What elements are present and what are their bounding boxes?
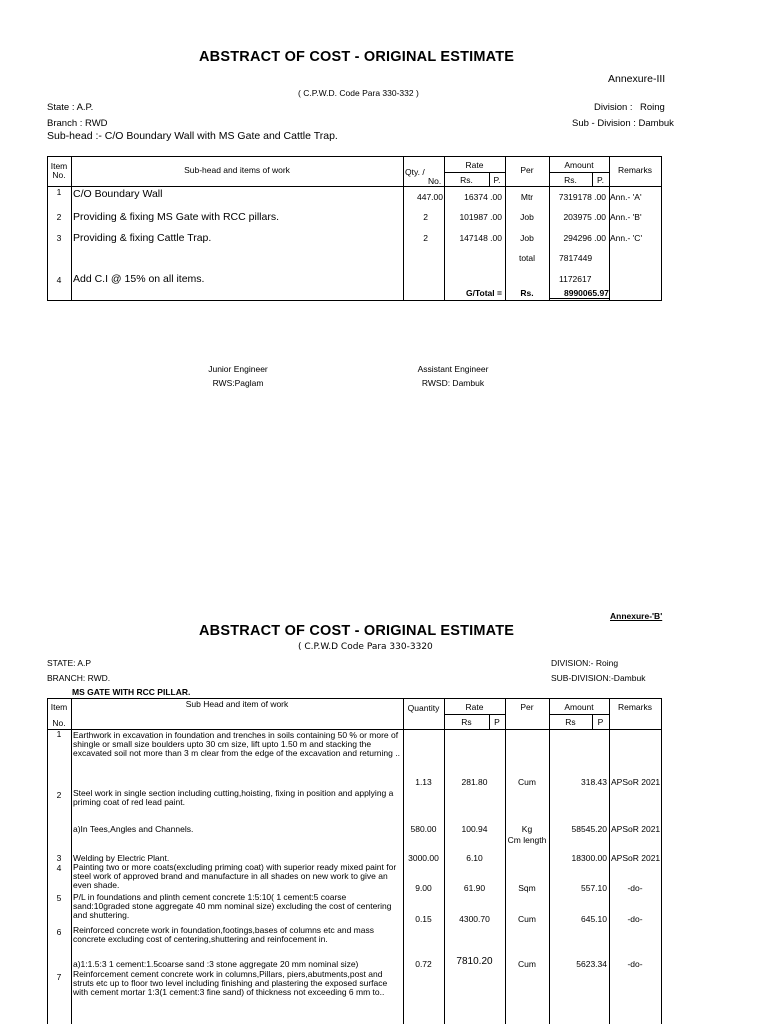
row-item: Welding by Electric Plant. xyxy=(73,853,170,863)
row-no: 2 xyxy=(56,212,62,222)
row-qty: 2 xyxy=(423,233,428,243)
header-item: Item xyxy=(50,161,68,171)
subhead-label: MS GATE WITH RCC PILLAR. xyxy=(72,687,191,697)
row-item: Providing & fixing Cattle Trap. xyxy=(73,232,212,244)
header-remarks: Remarks xyxy=(617,165,652,175)
row-per: Job xyxy=(520,233,534,243)
row-no: 4 xyxy=(56,863,62,873)
row-amount: 294296 .00 xyxy=(563,233,606,243)
division-label: DIVISION:- Roing xyxy=(551,658,619,668)
row-no: 7 xyxy=(56,972,62,982)
row-no: 3 xyxy=(56,233,62,243)
annexure-label: Annexure-III xyxy=(608,73,666,85)
row-per-extra: Cm length xyxy=(507,835,547,845)
row-item: Providing & fixing MS Gate with RCC pillars. xyxy=(73,211,279,223)
header-qty-no: No. xyxy=(428,176,442,186)
row-item: P/L in foundations and plinth cement concrete 1:5:10( 1 cement:5 coarse sand:10graded stone aggregate 40 mm nominal size) excluding the cost of centering and shuttering. xyxy=(73,892,392,920)
row-item: Reinforcement cement concrete work in columns,Pillars, piers,abutments,post and struts etc up to floor two level including finishing and plastering the exposed surface with cement mortar 1:3(1 cement:3 fine sand) of thickness not exceeding 6 mm to.. xyxy=(73,969,388,997)
row-rate: 16374 .00 xyxy=(464,192,502,202)
header-rate: Rate xyxy=(465,160,484,170)
row-remarks: -do- xyxy=(627,914,643,924)
row-amount: 557.10 xyxy=(581,883,607,893)
state-label: STATE: A.P xyxy=(47,658,92,668)
row-rate: 147148 .00 xyxy=(459,233,502,243)
row-no: 4 xyxy=(56,275,62,285)
signature-place: RWS:Paglam xyxy=(212,378,264,388)
total-label: total xyxy=(518,253,536,263)
row-per: Mtr xyxy=(520,192,534,202)
subdivision-label: Sub - Division : Dambuk xyxy=(572,118,674,129)
row-per: Cum xyxy=(518,777,536,787)
row-item: Painting two or more coats(excluding priming coat) with superior ready mixed paint for steel work of approved brand and manufacture in all shades on new work to give an even shade. xyxy=(73,862,397,890)
grand-total-value: 8990065.97 xyxy=(564,288,609,298)
row-remarks: APSoR 2021 xyxy=(611,777,661,787)
row-qty: 0.72 xyxy=(415,959,432,969)
row-item: Steel work in single section including cutting,hoisting, fixing in position and applying a priming coat of red lead paint. xyxy=(73,788,394,807)
header-per: Per xyxy=(520,165,534,175)
row-amount: 58545.20 xyxy=(571,824,607,834)
row-amount: 203975 .00 xyxy=(563,212,606,222)
row-no: 3 xyxy=(56,853,62,863)
signature-title: Junior Engineer xyxy=(208,364,268,374)
row-qty: 580.00 xyxy=(410,824,437,834)
row-no: 2 xyxy=(56,790,62,800)
grand-total-label: G/Total = xyxy=(466,288,502,298)
branch-label: BRANCH: RWD. xyxy=(47,673,111,683)
row-qty: 3000.00 xyxy=(408,853,439,863)
header-item-no: No. xyxy=(52,170,66,180)
division-label: Division : xyxy=(594,102,633,113)
row-remarks: APSoR 2021 xyxy=(611,853,661,863)
row-item: C/O Boundary Wall xyxy=(73,188,163,200)
row-amount: 318.43 xyxy=(581,777,607,787)
row-no: 5 xyxy=(56,893,62,903)
header-amount: Amount xyxy=(564,160,594,170)
annexure-label: Annexure-'B' xyxy=(610,611,663,621)
header-rate: Rate xyxy=(465,702,484,712)
code-para: ( C.P.W.D. Code Para 330-332 ) xyxy=(298,88,419,98)
row-no: 1 xyxy=(56,187,62,197)
page-title: ABSTRACT OF COST - ORIGINAL ESTIMATE xyxy=(199,49,515,65)
row-amount: 1172617 xyxy=(559,274,592,284)
row-rate: 61.90 xyxy=(463,883,486,893)
row-per: Cum xyxy=(518,914,536,924)
division-value: Roing xyxy=(640,102,665,113)
header-amount-rs: Rs. xyxy=(564,175,577,185)
subhead-label: Sub-head :- C/O Boundary Wall with MS Gate and Cattle Trap. xyxy=(47,130,338,142)
branch-label: Branch : RWD xyxy=(47,118,108,129)
row-amount: 645.10 xyxy=(581,914,607,924)
row-per: Job xyxy=(520,212,534,222)
signature-place: RWSD: Dambuk xyxy=(421,378,485,388)
header-rate-rs: Rs xyxy=(461,717,472,727)
row-remarks: APSoR 2021 xyxy=(611,824,661,834)
total-value: 7817449 xyxy=(559,253,593,263)
row-qty: 0.15 xyxy=(415,914,432,924)
row-item-sub: a)1:1.5:3 1 cement:1.5coarse sand :3 stone aggregate 20 mm nominal size) xyxy=(73,959,359,969)
row-per: Kg xyxy=(521,824,533,834)
state-label: State : A.P. xyxy=(47,102,94,113)
row-qty: 9.00 xyxy=(415,883,432,893)
row-qty: 2 xyxy=(423,212,428,222)
header-qty: Qty. / xyxy=(405,167,425,177)
header-rate-p: P. xyxy=(493,175,501,185)
row-per: Cum xyxy=(518,959,536,969)
grand-total-rs: Rs. xyxy=(520,288,534,298)
header-remarks: Remarks xyxy=(617,702,652,712)
header-item-no: No. xyxy=(52,718,66,728)
row-per: Sqm xyxy=(518,883,536,893)
header-per: Per xyxy=(520,702,534,712)
header-amount-rs: Rs xyxy=(565,717,576,727)
row-no: 1 xyxy=(56,729,62,739)
header-rate-rs: Rs. xyxy=(460,175,473,185)
page-title: ABSTRACT OF COST - ORIGINAL ESTIMATE xyxy=(199,623,515,639)
row-rate: 6.10 xyxy=(466,853,483,863)
row-remarks: -do- xyxy=(627,959,643,969)
header-item: Item xyxy=(50,702,68,712)
row-amount: 7319178 .00 xyxy=(558,192,606,202)
row-qty: 447.00 xyxy=(417,192,443,202)
row-rate: 7810.20 xyxy=(456,956,493,967)
row-item: Add C.I @ 15% on all items. xyxy=(73,273,205,285)
row-remarks: Ann.- 'B' xyxy=(610,212,642,222)
code-para: ( C.P.W.D Code Para 330-3320 xyxy=(298,642,433,652)
row-remarks: -do- xyxy=(627,883,643,893)
row-rate: 100.94 xyxy=(461,824,488,834)
row-item: Reinforced concrete work in foundation,footings,bases of columns etc and mass concrete excluding cost of centering,shuttering and reinfocement in. xyxy=(73,925,374,944)
row-item-sub: a)In Tees,Angles and Channels. xyxy=(73,824,194,834)
row-amount: 5623.34 xyxy=(576,959,607,969)
header-subhead: Sub Head and item of work xyxy=(185,699,289,709)
row-qty: 1.13 xyxy=(415,777,432,787)
header-amount: Amount xyxy=(564,702,594,712)
header-rate-p: P xyxy=(494,717,500,727)
row-rate: 101987 .00 xyxy=(459,212,502,222)
row-amount: 18300.00 xyxy=(571,853,607,863)
header-amount-p: P xyxy=(597,717,604,727)
header-qty: Quantity xyxy=(407,703,440,713)
subdivision-label: SUB-DIVISION:-Dambuk xyxy=(551,673,646,683)
header-subhead: Sub-head and items of work xyxy=(184,165,290,175)
row-remarks: Ann.- 'C' xyxy=(610,233,643,243)
row-item: Earthwork in excavation in foundation and trenches in soils containing 50 % or more of shingle or small size boulders upto 30 cm size, lift upto 1.50 m and stacking the excavated soil not more than 3 m clear from the edge of the excavation and returning .. xyxy=(73,730,400,758)
header-amount-p: P. xyxy=(597,175,604,185)
row-rate: 281.80 xyxy=(461,777,488,787)
row-remarks: Ann.- 'A' xyxy=(610,192,642,202)
row-rate: 4300.70 xyxy=(459,914,490,924)
row-no: 6 xyxy=(56,927,62,937)
signature-title: Assistant Engineer xyxy=(417,364,489,374)
